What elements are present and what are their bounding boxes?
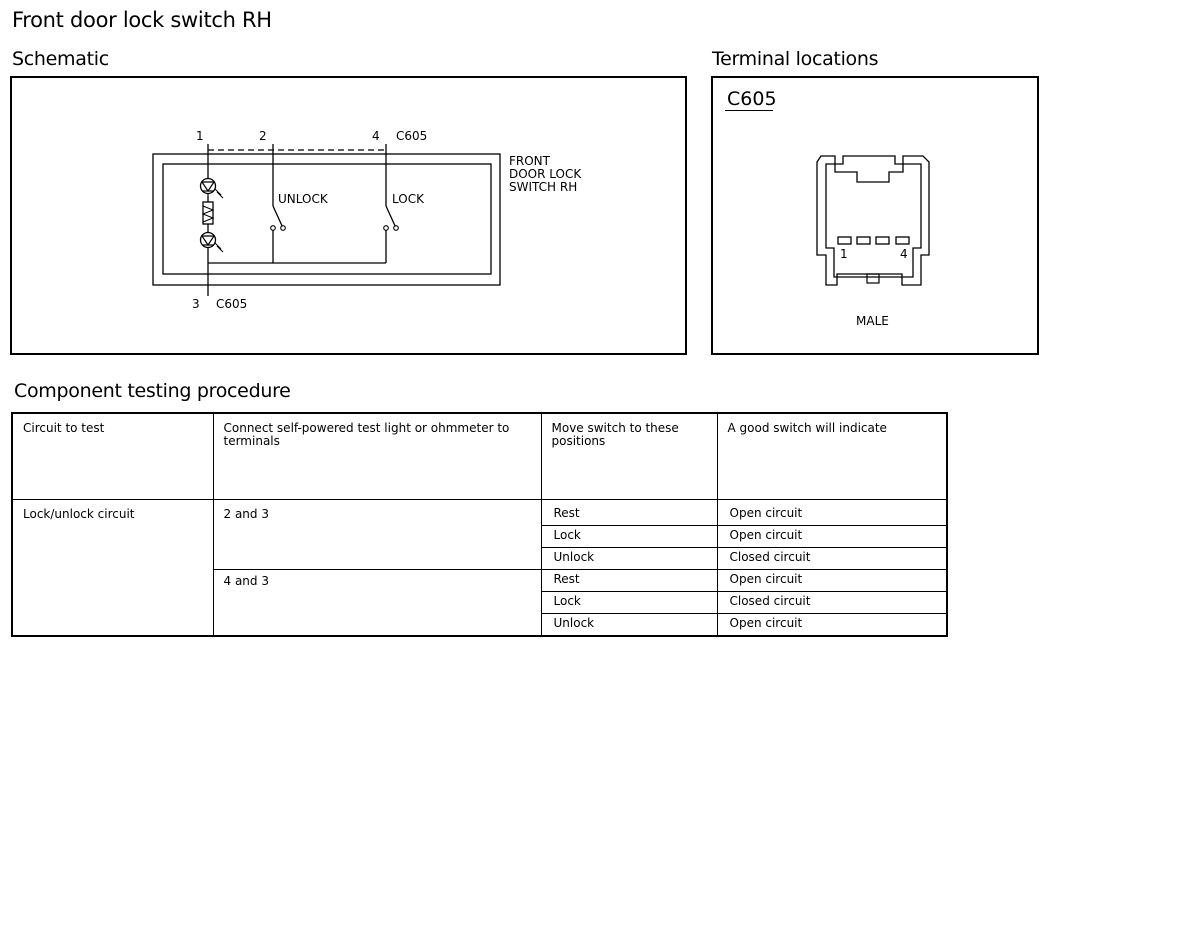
switch-housing-outer	[153, 154, 500, 285]
terminals-cell: 2 and 3	[213, 500, 541, 570]
connector-latch	[867, 274, 879, 283]
connector-gender-label: MALE	[856, 314, 889, 328]
position-cell: Unlock	[541, 548, 717, 570]
terminal-panel	[711, 76, 1039, 355]
terminal-pin-4-label: 4	[900, 247, 908, 261]
schematic-panel	[10, 76, 687, 355]
header-connect: Connect self-powered test light or ohmmeter to terminals	[213, 413, 541, 500]
header-circuit: Circuit to test	[12, 413, 213, 500]
header-indicate: A good switch will indicate	[717, 413, 947, 500]
connector-label-top: C605	[396, 129, 428, 143]
result-cell: Open circuit	[717, 570, 947, 592]
result-cell: Open circuit	[717, 500, 947, 526]
procedure-table-header	[12, 413, 947, 500]
terminal-1-icon	[838, 237, 851, 244]
position-cell: Rest	[541, 500, 717, 526]
result-cell: Closed circuit	[717, 548, 947, 570]
component-label-line-2: DOOR LOCK	[509, 167, 582, 181]
component-label-line-1: FRONT	[509, 154, 550, 168]
position-cell: Lock	[541, 592, 717, 614]
position-cell: Lock	[541, 526, 717, 548]
connector-face-diagram	[713, 78, 1037, 353]
result-cell: Open circuit	[717, 614, 947, 637]
pin-label-4: 4	[372, 129, 380, 143]
circuit-cell: Lock/unlock circuit	[12, 500, 213, 637]
terminals-cell: 4 and 3	[213, 570, 541, 637]
component-label-line-3: SWITCH RH	[509, 180, 578, 194]
position-cell: Rest	[541, 570, 717, 592]
schematic-diagram	[12, 78, 685, 353]
pin-label-2: 2	[259, 129, 267, 143]
unlock-switch-label: UNLOCK	[278, 192, 328, 206]
pin-label-3: 3	[192, 297, 200, 311]
result-cell: Closed circuit	[717, 592, 947, 614]
result-cell: Open circuit	[717, 526, 947, 548]
pin-label-1: 1	[196, 129, 204, 143]
procedure-table	[11, 412, 948, 637]
position-cell: Unlock	[541, 614, 717, 637]
connector-label-bottom: C605	[216, 297, 248, 311]
schematic-title: Schematic	[12, 48, 109, 70]
terminal-locations-title: Terminal locations	[712, 48, 879, 70]
terminal-connector-id: C605	[727, 88, 777, 110]
lock-switch-label: LOCK	[392, 192, 424, 206]
header-move: Move switch to these positions	[541, 413, 717, 500]
table-row	[12, 500, 947, 526]
page-title: Front door lock switch RH	[12, 8, 272, 32]
terminal-4-icon	[896, 237, 909, 244]
terminal-3-icon	[876, 237, 889, 244]
procedure-title: Component testing procedure	[14, 380, 291, 402]
terminal-2-icon	[857, 237, 870, 244]
terminal-pin-1-label: 1	[840, 247, 848, 261]
